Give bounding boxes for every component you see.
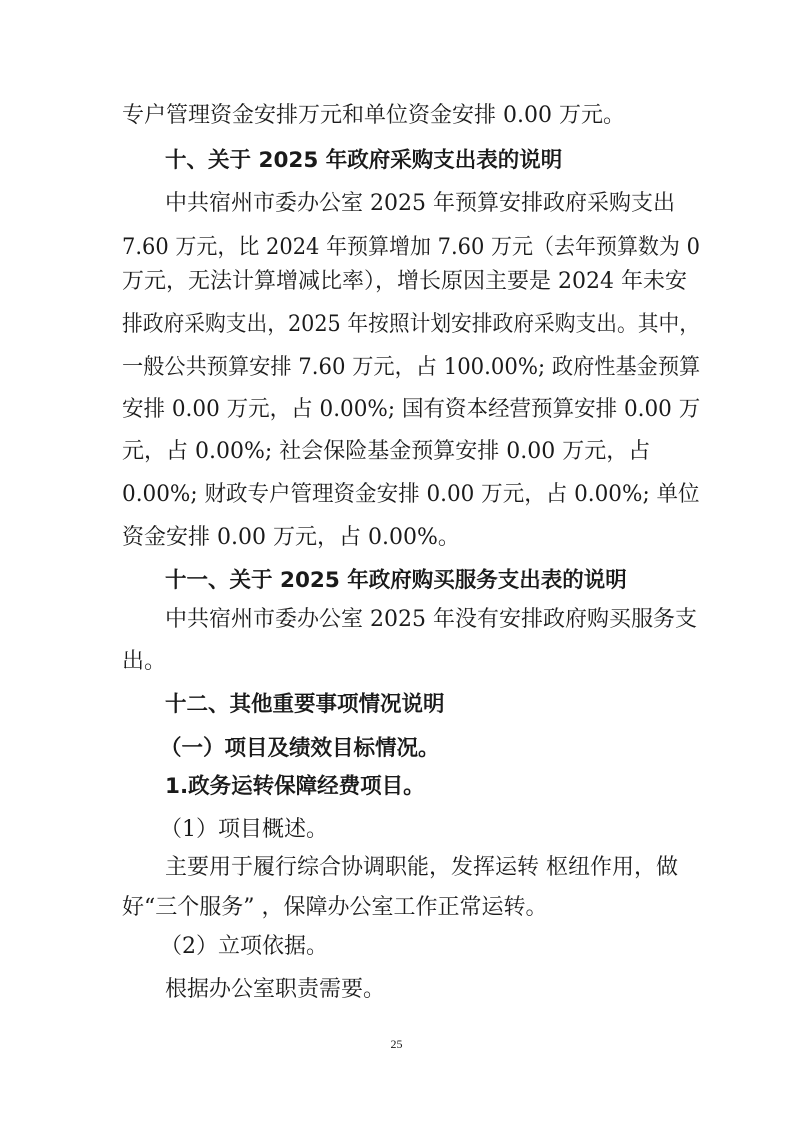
- body-text-line: 好“三个服务” ，保障办公室工作正常运转。: [122, 895, 548, 920]
- sub-heading-project-goals: （一）项目及绩效目标情况。: [160, 736, 440, 761]
- body-text-line: 元，占 0.00%; 社会保险基金预算安排 0.00 万元，占: [122, 439, 651, 464]
- body-text-line: 7.60 万元，比 2024 年预算增加 7.60 万元（去年预算数为 0: [122, 235, 700, 260]
- body-text-line: 根据办公室职责需要。: [165, 977, 386, 1002]
- section-heading-12: 十二、其他重要事项情况说明: [165, 692, 445, 717]
- body-text-line: 一般公共预算安排 7.60 万元，占 100.00%; 政府性基金预算: [122, 355, 701, 380]
- item-heading-overview: （1）项目概述。: [160, 817, 328, 842]
- body-text-line: 0.00%; 财政专户管理资金安排 0.00 万元，占 0.00%; 单位: [122, 482, 700, 507]
- page-number: 25: [390, 1037, 403, 1051]
- body-text-line: 中共宿州市委办公室 2025 年预算安排政府采购支出: [165, 191, 675, 216]
- body-text-line: 中共宿州市委办公室 2025 年没有安排政府购买服务支: [165, 607, 697, 632]
- section-heading-11: 十一、关于 2025 年政府购买服务支出表的说明: [165, 568, 627, 593]
- body-text-line: 排政府采购支出，2025 年按照计划安排政府采购支出。其中，: [122, 312, 700, 337]
- body-text-line: 出。: [122, 649, 167, 674]
- sub-heading-project-1: 1.政务运转保障经费项目。: [165, 774, 425, 799]
- body-text-line: 万元，无法计算增减比率），增长原因主要是 2024 年未安: [122, 269, 687, 294]
- section-heading-10: 十、关于 2025 年政府采购支出表的说明: [165, 148, 563, 173]
- item-heading-basis: （2）立项依据。: [160, 934, 328, 959]
- body-text-line: 主要用于履行综合协调职能，发挥运转 枢纽作用，做: [165, 855, 678, 880]
- body-text-line: 安排 0.00 万元，占 0.00%; 国有资本经营预算安排 0.00 万: [122, 397, 701, 422]
- body-text-line: 资金安排 0.00 万元，占 0.00%。: [122, 525, 460, 550]
- body-text-line: 专户管理资金安排万元和单位资金安排 0.00 万元。: [122, 103, 625, 128]
